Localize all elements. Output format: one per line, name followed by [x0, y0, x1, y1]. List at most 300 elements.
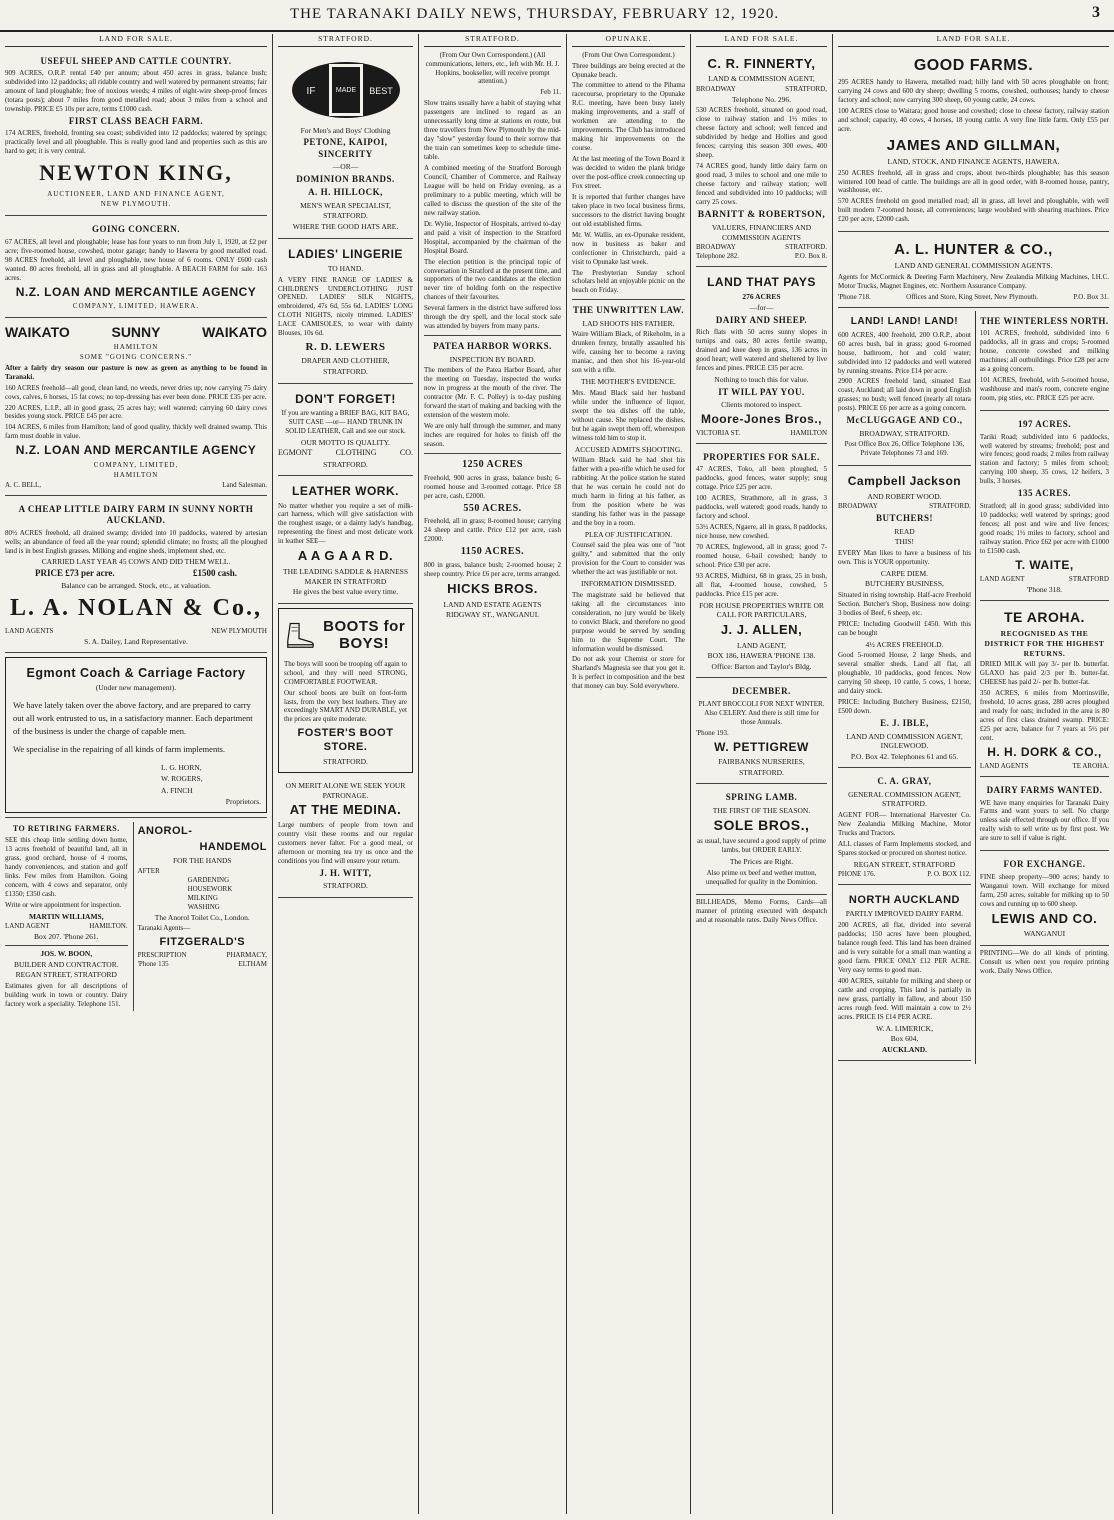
carpe: CARPE DIEM.: [880, 568, 928, 578]
agent-name: C. A. GRAY,: [877, 776, 932, 787]
ad-text: Situated in rising township. Half-acre Freehold Section. Butcher's Shop, Business now doing: 3 bodies of Beef, 6 sheep, etc.: [838, 591, 971, 617]
carried-line: CARRIED LAST YEAR 45 COWS AND DID THEM WELL.: [41, 557, 231, 567]
freehold: 4½ ACRES FREEHOLD.: [865, 639, 944, 649]
listing-570: 570 ACRES freehold on good metalled road; all in grass, all level and ploughable, with well built modern 7-roomed house, all conveniences; large woolshed with shearing machines. Price £20 per acre, £2000 cash.: [838, 197, 1109, 224]
egmont-mid: CLOTHING: [335, 448, 377, 458]
gray-row: [838, 870, 971, 879]
camp-row: [838, 502, 971, 511]
price: PRICE £73 per acre.: [35, 568, 115, 579]
ad-title: LAND THAT PAYS: [707, 275, 816, 290]
news-para: Dr. Wylie, Inspector of Hospitals, arrived to-day and paid a visit of inspection to the Stratford Hospital, accompanied by the chairman of the Hospital Board.: [424, 219, 561, 255]
waite-left: LAND AGENT: [979, 574, 1025, 583]
ad-title: 197 ACRES.: [1017, 419, 1071, 430]
unwritten-law-article: [572, 299, 685, 691]
ad-text: AGENT FOR— International Harvester Co. New Zealandia Milking Machine, Motor Trucks and Tractors.: [838, 811, 971, 837]
section-head: THE MOTHER'S EVIDENCE.: [581, 377, 676, 387]
balance-line: Balance can be arranged. Stock, etc., at valuation.: [61, 580, 211, 590]
nolan-row: [5, 627, 267, 636]
ad-hunter: [838, 235, 1109, 308]
acres-title: 1250 ACRES: [462, 458, 523, 470]
or: —OR—: [332, 162, 359, 172]
news-date: Feb 11.: [540, 88, 561, 97]
news-para: It is reported that further changes have taken place in two local business firms, successors to the district having bought out old established firms.: [572, 192, 685, 228]
anorol-item: GARDENING: [187, 875, 230, 884]
agent-line: LAND AND COMMISSION AGENT, INGLEWOOD.: [846, 731, 963, 751]
allen-call: FOR HOUSE PROPERTIES WRITE OR CALL FOR PARTICULARS,: [699, 600, 824, 620]
ad-title: LEATHER WORK.: [292, 484, 399, 499]
agent-name: Moore-Jones Bros.,: [700, 411, 823, 426]
ad-title: AT THE MEDINA.: [289, 802, 402, 818]
ad-north-auckland: [838, 888, 971, 1061]
column-header: OPUNAKE.: [572, 34, 685, 47]
ad-title: THE WINTERLESS NORTH.: [980, 315, 1109, 326]
listing: 70 ACRES, Inglewood, all in grass; good 7-roomed house, 6-bail cowshed; handy to school. Price £30 per acre.: [696, 543, 827, 569]
ad-text: Rich flats with 50 acres sunny slopes in turnips and oats, 80 acres fertile swamp, drained and knee deep in grass, 136 acres in good heart; well watered and sheltered by live fences and pines. PRICE £35 per acre.: [696, 328, 827, 372]
ad-title: NORTH AUCKLAND: [848, 894, 960, 907]
nothing: Nothing to touch this for value.: [714, 374, 809, 384]
ad-sole-bros: [696, 787, 827, 894]
martin-right: HAMILTON.: [89, 922, 128, 931]
news-para: The magistrate said he believed that taking all the circumstances into consideration, no jury would be likely to convict Black, and therefore no good purpose would be served by sending him to the Supreme Court. The information would be dismissed.: [572, 590, 685, 653]
egmont-right: CO.: [399, 448, 413, 458]
ad-text: EVERY Man likes to have a business of his own. This is YOUR opportunity.: [838, 548, 971, 566]
ad-title: 135 ACRES.: [1017, 488, 1071, 499]
agency-name: N.Z. LOAN AND MERCANTILE AGENCY: [15, 284, 257, 299]
stratford-made-logo: [291, 60, 401, 120]
ad-text: 174 ACRES, freehold, fronting sea coast; subdivided into 12 paddocks; watered by springs; practically level and all ploughable. This is really good land and properties such as this are hard to get; it is very central.: [5, 129, 267, 156]
hillock-line: MEN'S WEAR SPECIALIST,: [300, 200, 391, 210]
hicks-town: RIDGWAY ST., WANGANUI.: [445, 610, 540, 620]
agent-name: SOLE BROS.,: [713, 817, 810, 834]
waikato-banner: [5, 324, 267, 342]
ad-title: GOOD FARMS.: [913, 56, 1034, 74]
listing-295: 295 ACRES handy to Hawera, metalled road; hilly land with 50 acres ploughable on front; carrying 24 cows and 600 dry sheep; dwelling 5 rooms, cowshed, outhouses; handy to cheese factory and school; now carrying 300 sheep, 60 young cattle, 24 cows.: [838, 78, 1109, 104]
proprietors-label: Proprietors.: [225, 796, 261, 806]
fitz-row2: [138, 960, 267, 969]
ad-campbell-jackson: [838, 469, 971, 768]
section-head: INFORMATION DISMISSED.: [580, 579, 676, 589]
proprietor-name: L. G. HORN,: [161, 763, 202, 773]
two-column-block: [838, 311, 1109, 1064]
ad-dairy-wanted: [980, 780, 1109, 851]
waite-row: [980, 575, 1109, 584]
fitz-row: [138, 951, 267, 960]
masthead: [0, 0, 1114, 32]
ad-north-auckland-dairy: [5, 499, 267, 654]
agent-name: T. WAITE,: [1015, 557, 1074, 572]
ad-dont-forget: [278, 387, 413, 477]
pay: IT WILL PAY YOU.: [718, 386, 805, 397]
ad-boots: [278, 608, 413, 773]
acres: 276 ACRES: [742, 292, 781, 302]
ad-anorol: [133, 822, 267, 1011]
anorol-title: ANOROL-: [137, 825, 193, 838]
phone: 'Phone 718.: [838, 292, 871, 301]
agent-name: H. H. DORK & CO.,: [987, 744, 1102, 759]
ad-land-that-pays: [696, 270, 827, 444]
ad-text: PRICE: Including Butchery Business, £2150, £500 down.: [838, 698, 971, 716]
agent-name: Campbell Jackson: [847, 474, 962, 489]
article-sub: LAD SHOOTS HIS FATHER.: [582, 318, 675, 328]
ad-lingerie: [278, 242, 413, 384]
ad-land-land: [838, 311, 971, 466]
ad-useful-sheep: [5, 51, 267, 217]
ad-text: Tariki Road; subdivided into 6 paddocks, well watered by streams; freehold; post and wire fences; good roads; 2 miles from railway station and factory; 5 miles from school; carrying 100 sheep, 35 cows, 12 heifers, 3 bulls, 3 horses.: [979, 432, 1109, 486]
dork-row: [980, 762, 1109, 771]
listing: 53½ ACRES, Ngaere, all in grass, 8 paddocks, nice house, new cowshed.: [696, 523, 827, 541]
anorol-after: AFTER: [137, 866, 160, 875]
waite-right: STRATFORD: [1068, 574, 1109, 583]
ad-pettigrew: [696, 681, 827, 784]
this: THIS!: [894, 537, 915, 547]
allen-box: BOX 186, HAWERA 'PHONE 138.: [707, 651, 816, 661]
ad-title: DON'T FORGET!: [295, 391, 396, 406]
column-header: LAND FOR SALE.: [5, 34, 267, 47]
ad-text: PRICE: Including Goodwill £450. With this can be bought: [838, 619, 971, 637]
ad-going-concern: [5, 219, 267, 318]
town: STRATFORD.: [929, 502, 971, 511]
ad-title: DECEMBER.: [732, 686, 791, 697]
anorol-co: The Anorol Toilet Co., London.: [154, 913, 250, 923]
nolan-right: NEW PLYMOUTH: [211, 626, 267, 635]
egmont-clothing: [278, 448, 413, 458]
section-head: PLEA OF JUSTIFICATION.: [584, 529, 673, 539]
office: Offices and Store, King Street, New Plymouth.: [906, 292, 1039, 301]
hillock-town: STRATFORD.: [323, 211, 368, 221]
ad-text: WE have many enquiries for Taranaki Dairy Farms and want yours to sell. No charge unless sale effected through our office. If you really wish to sell write us by first post. We are sure to sell if value is right.: [979, 798, 1109, 843]
agent-contacts: Post Office Box 26, Office Telephone 136, Private Telephones 73 and 169.: [844, 440, 965, 458]
agent-contact: A. C. BELL,: [5, 480, 41, 489]
ad-retiring-farmers: [5, 822, 128, 1011]
agent-line: LAND AGENT,: [736, 640, 787, 650]
boots-title: BOOTS for BOYS!: [323, 618, 406, 652]
acres-text: Freehold, all in grass; 8-roomed house; carrying 24 sheep and cattle. Price £12 per acre, cash £2000.: [424, 517, 561, 544]
cash: £1500 cash.: [192, 568, 237, 579]
fitz-left: PRESCRIPTION: [137, 950, 187, 959]
ad-title: Egmont Coach & Carriage Factory: [26, 666, 246, 681]
ad-text: Good 5-roomed House, 2 large Sheds, and several smaller sheds. Land all flat, all ploughable, 10 paddocks, good fences. Now carrying 50 sheep, 10 cattle, 5 cows, 1 horse, and dairy stock.: [838, 651, 971, 696]
waikato-town: HAMILTON: [113, 342, 159, 351]
column-header: LAND FOR SALE.: [696, 34, 827, 47]
waikato-sub: SOME "GOING CONCERNS.": [79, 352, 193, 361]
ad-title: LADIES' LINGERIE: [288, 246, 403, 261]
phone: Telephone No. 296.: [731, 94, 792, 104]
ad-title: USEFUL SHEEP AND CATTLE COUNTRY.: [40, 55, 232, 66]
ad-sub: TO HAND.: [327, 263, 364, 273]
column-header: LAND FOR SALE.: [838, 34, 1109, 47]
listing-101b: 101 ACRES, freehold, with 5-roomed house, washhouse and man's room, concrete engine room, pig sties, etc. PRICE £25 per acre.: [979, 376, 1109, 403]
ad-sub: PARTLY IMPROVED DAIRY FARM.: [845, 909, 964, 919]
agent-line: LAND AND GENERAL COMMISSION AGENTS.: [894, 261, 1053, 271]
clients: Clients motored to inspect.: [721, 400, 802, 410]
agent-line: LAND, STOCK, AND FINANCE AGENTS, HAWERA.: [887, 156, 1060, 166]
nolan-left: LAND AGENTS: [5, 626, 54, 635]
for: —for—: [749, 303, 774, 313]
news-para: Three buildings are being erected at the Opunake beach.: [572, 61, 685, 79]
proprietor-list: [161, 762, 261, 807]
hicks-line: LAND AND ESTATE AGENTS: [443, 599, 542, 609]
ad-text: Our school boots are built on foot-form lasts, from the very best leathers. They are exceedingly SMART AND DURABLE, yet the prices are quite moderate.: [284, 688, 407, 724]
ad-title: SPRING LAMB.: [725, 792, 798, 803]
anorol-list: [188, 876, 267, 912]
ad-title: GOING CONCERN.: [91, 224, 180, 235]
ad-boon: [5, 945, 128, 1009]
egmont-town: STRATFORD.: [323, 459, 368, 469]
builder-line: BUILDER AND CONTRACTOR.: [13, 959, 119, 969]
agent-line: FAIRBANKS NURSERIES,: [718, 757, 805, 767]
ad-waite: [980, 414, 1109, 601]
box: P.O. Box 8.: [794, 252, 827, 261]
column-6: [838, 311, 975, 1064]
news-para: At the last meeting of the Town Board it was decided to widen the plank bridge over the post-office creek connecting up Fox street.: [572, 155, 685, 190]
street: BROADWAY: [696, 84, 736, 93]
listing-74: 74 ACRES good, handy little dairy farm on good road, 3 miles to school and one mile to cheese factory and railway station; well fenced and subdivided into 10 paddocks; will carry 25 cows.: [696, 162, 827, 206]
listing-2900: 2900 ACRES freehold land, situated East coast, Auckland; all laid down in good English grasses; no bush; well fenced (nearly all totara posts). PRICE £6 per acre as a going concern.: [838, 377, 971, 413]
dork-right: TE AROHA.: [1072, 762, 1109, 771]
news-para: We are only half through the summer, and many inches are required for holes to finish off the season.: [424, 422, 561, 448]
listing-530: 530 ACRES freehold, situated on good road, close to railway station and 1½ miles to cheese factory and school; well fenced and subdivided by hedge and Hollies and good fences; carrying this season 300 ewes, 400 sheep.: [696, 106, 827, 160]
witt-name: J. H. WITT,: [319, 867, 372, 878]
boot-icon: [284, 614, 315, 658]
agent-town: STRATFORD.: [739, 767, 784, 777]
agent-line: AUCTIONEER, LAND AND FINANCE AGENT,: [47, 190, 225, 199]
svg-text:IF: IF: [306, 85, 315, 97]
ad-text: Stratford; all in good grass; subdivided into 10 paddocks; well watered by springs; good fences; all post and wire and live fences; good roads; 1½ miles to factory, school and railway station. Price £62 per acre with £1000 to £1500 cash.: [979, 501, 1109, 555]
agent-name: E. J. IBLE,: [880, 718, 929, 729]
ad-text: Large numbers of people from town and country visit these rooms and our regular customers never falter. For a good meal, or afternoon or morning tea try us once and the conditions you find will ensure your return.: [278, 820, 413, 865]
ad-title: FOR EXCHANGE.: [1003, 859, 1086, 870]
anorol-sub: HANDEMOL: [199, 841, 267, 854]
agent-name: MARTIN WILLIAMS,: [28, 911, 104, 921]
agent-name: W. A. LIMERICK,: [875, 1023, 933, 1033]
street: BROADWAY: [696, 243, 736, 252]
phone: 'Phone 318.: [1026, 584, 1063, 594]
agent-line: VALUERS, FINANCIERS AND COMMISSION AGENTS: [711, 223, 812, 242]
agent-name: C. R. FINNERTY,: [707, 55, 816, 71]
acres-text: Freehold, 900 acres in grass, balance bush; 6-roomed house and 3-roomed cottage. Price £8 per acre, cash, £2000.: [424, 473, 561, 500]
town: HAMILTON: [790, 428, 827, 437]
ad-sub: DAIRY AND SHEEP.: [715, 314, 808, 325]
section-head: ACCUSED ADMITS SHOOTING.: [574, 444, 683, 454]
finnerty-row: [696, 85, 827, 94]
agent-line: LAND & COMMISSION AGENT,: [708, 74, 815, 84]
anorol-item: WASHING: [187, 903, 220, 911]
agent-line: GENERAL COMMISSION AGENT, STRATFORD.: [848, 789, 961, 809]
anorol-agent: Taranaki Agents—: [137, 923, 191, 932]
ad-text: 350 ACRES, 6 miles from Morrinsville, freehold, 10 acres grass, 280 acres ploughed and ready for oats; included in the area is 80 acres of first class drained swamp. PRICE: £25 per acre, balance for 7 years at 5½ per cent.: [979, 688, 1109, 742]
agency-contacts: [5, 481, 267, 490]
agent-street: REGAN STREET, STRATFORD: [853, 859, 956, 869]
listing-600: 600 ACRES, 400 freehold, 200 O.R.P., about 60 acres bush, bal in grass; good 6-roomed house, bathroom, hot and cold water; subdivided into 12 paddocks and well watered by running streams. Price £14 per acre.: [838, 330, 971, 375]
news-para: Counsel said the plea was one of "not guilty," and submitted that the only provision for the Court to consider was whether the act was justifiable or not.: [572, 541, 685, 577]
ad-sub: RECOGNISED AS THE DISTRICT FOR THE HIGHEST RETURNS.: [984, 629, 1105, 658]
phone: PHONE 176.: [838, 870, 876, 879]
aagaard-tag: He gives the best value every time.: [292, 587, 399, 597]
column-header: STRATFORD.: [424, 34, 561, 47]
column-header: STRATFORD.: [278, 34, 413, 47]
patea-article: [424, 335, 561, 449]
proprietor-name: A. FINCH: [161, 785, 193, 795]
ad-text: The boys will soon be trooping off again to school, and they will need STRONG, COMFORTABLE FOOTWEAR.: [284, 659, 407, 686]
agent-name: J. J. ALLEN,: [720, 621, 803, 637]
street: VICTORIA ST.: [696, 428, 741, 437]
hillock-name: A. H. HILLOCK,: [308, 187, 383, 198]
listing-220: 220 ACRES, L.I.P., all in good grass, 25 acres hay; well watered; carrying 60 dairy cows besides young stock. PRICE £45 per acre.: [5, 403, 267, 421]
column-land-for-sale-3: [832, 34, 1114, 1514]
agent-town: NEW PLYMOUTH.: [100, 200, 172, 209]
ad-exchange: [980, 854, 1109, 946]
agency-name: N.Z. LOAN AND MERCANTILE AGENCY: [15, 443, 257, 458]
ad-text: FINE sheep property—900 acres; handy to Wanganui town. Will exchange for mixed farm, 250 acres, suitable for milking up to 50 cows and running up to 600 sheep.: [979, 872, 1109, 908]
proprietor-name: W. ROGERS,: [161, 774, 203, 784]
ad-sub: THE FIRST OF THE SEASON.: [712, 805, 811, 815]
boots-banner: [284, 614, 407, 658]
agent-street: BROADWAY, STRATFORD.: [859, 428, 950, 438]
news-para: The election petition is the principal topic of conversation in Stratford at the present time, and supporters of the two candidates at the election never tire of holding forth on the respective chances of their favourites.: [424, 257, 561, 302]
ad-text: Write or wire appointment for inspection.: [5, 900, 122, 909]
lewers-town: STRATFORD.: [323, 366, 368, 376]
barnitt-row2: [696, 252, 827, 261]
news-intro: (From Our Own Correspondent.): [582, 50, 675, 59]
clothing-line: For Men's and Boys' Clothing: [300, 125, 391, 135]
agent-box: Box 604,: [890, 1034, 919, 1044]
foster-town: STRATFORD.: [323, 756, 368, 766]
ad-text: 67 ACRES, all level and ploughable; lease has four years to run from July 1, 1920, at £2 per acre; five-roomed house, cowshed, motor garage; handy to Hawera by good metalled road. 98 ACRES freehold, all level and ploughable, new house of 6 rooms. ONLY £600 cash wanted. 80 acres freehold, all in grass and all ploughable. A BEACH FARM for sale. 163 acres.: [5, 237, 267, 282]
agent-name: BARNITT & ROBERTSON,: [697, 209, 826, 220]
agent-name: LEWIS AND CO.: [991, 910, 1098, 926]
martin-row: [5, 922, 128, 931]
street: BROADWAY: [838, 502, 878, 511]
ad-text: DRIED MILK will pay 3/- per lb. butterfat. GLAXO has paid 2/3 per lb. butter-fat. CHEESE has paid 2/- per lb. butter-fat.: [979, 660, 1109, 687]
news-para: The committee to attend to the Pihama racecourse, proprietary to the Opunake R.C. meeting, have been busy lately making improvements, and a staff of workmen are attending to the improvements. The Club has introduced making hir improvements on the course.: [572, 81, 685, 153]
ad-title: FIRST CLASS BEACH FARM.: [68, 115, 204, 126]
read: READ: [894, 526, 915, 536]
motto: OUR MOTTO IS QUALITY.: [301, 437, 390, 447]
anorol-item: MILKING: [187, 893, 218, 902]
listing-100: 100 ACRES close to Waitara; good house and cowshed; close to cheese factory, railway station and school; capacity, 40 cows, 4 horses, 18 young cattle. A very fine little farm. Only £55 per acre.: [838, 106, 1109, 133]
listing-250: 250 ACRES freehold, all in grass and crops, about two-thirds ploughable; has this season wintered 100 head of cattle. The buildings are all in good order, with 8-roomed house, pantry, washhouse, etc.: [838, 168, 1109, 195]
agency-sub: COMPANY, LIMITED, HAWERA.: [72, 301, 200, 310]
news-para: Several farmers in the district have suffered loss through the dry spell, and the local stock sale was attended by buyers from many parts.: [424, 304, 561, 331]
agency-sub: COMPANY, LIMITED,: [93, 460, 179, 469]
ad-egmont-coach: [5, 657, 267, 813]
witt-town: STRATFORD.: [323, 881, 368, 891]
listing-160: 160 ACRES freehold—all good, clean land, no weeds, never dries up; now carrying 75 dairy cows, calves, 6 horses, 15 fat cows; no top-dressing has ever been done. PRICE £35 per acre.: [5, 383, 267, 401]
ad-medina: [278, 777, 413, 898]
agent-box: P.O. Box 42. Telephones 61 and 65.: [850, 751, 959, 761]
news-para: The Presbyterian Sunday school scholars held an enjoyable picnic on the beach on Friday.: [572, 268, 685, 295]
news-para: Waire William Black, of Rikeholm, in a drunken frenzy, brutally assaulted his wife, causing her to become a raving maniac, and then shot his 16-year-old son with a rifle.: [572, 330, 685, 375]
martin-left: LAND AGENT: [5, 922, 50, 931]
allen-office: Office: Barton and Taylor's Bldg.: [711, 661, 812, 671]
waikato-mid: SUNNY: [111, 323, 161, 340]
ad-text: If you are wanting a BRIEF BAG, KIT BAG, SUIT CASE —or— HAND TRUNK IN SOLID LEATHER, Call and see our stock.: [281, 408, 410, 435]
article-sub: INSPECTION BY BOARD.: [449, 354, 536, 364]
waikato-right: WAIKATO: [202, 323, 267, 340]
dominion: DOMINION BRANDS.: [296, 173, 395, 184]
ad-gray: [838, 771, 971, 885]
barnitt-row: [696, 243, 827, 252]
ad-title: TO RETIRING FARMERS.: [12, 824, 120, 834]
agent-name: JAMES AND GILLMAN,: [886, 136, 1061, 154]
newspaper-title: THE TARANAKI DAILY NEWS, THURSDAY, FEBRUARY 12, 1920.: [290, 6, 780, 22]
agent-name: NEWTON KING,: [39, 160, 233, 186]
ad-waikato: [5, 321, 267, 496]
hicks-name: HICKS BROS.: [447, 580, 538, 596]
builder-name: JOS. W. BOON,: [40, 949, 93, 959]
ad-hillock: [278, 51, 413, 239]
acres-text: 800 in grass, balance bush; 2-roomed house; 2 sheep country. Price £6 per acre, terms arranged.: [424, 560, 561, 578]
listing-104: 104 ACRES, 6 miles from Hamilton; land of good quality, thickly well drained swamp. This farm must double in value.: [5, 423, 267, 441]
martin-box: Box 207. 'Phone 261.: [34, 932, 99, 942]
waikato-left: WAIKATO: [5, 323, 70, 340]
news-para: Slow trains usually have a habit of staying what passengers are inclined to regard as an unnecessarily long time at stations en route, but three travellers from New Plymouth by the mid-day "slow" yesterday found to their sorrow that the train can sometimes keep to schedule time-table.: [424, 99, 561, 162]
ad-properties: [696, 447, 827, 678]
column-land-for-sale-1: [0, 34, 272, 1514]
anorol-item: HOUSEWORK: [187, 884, 233, 893]
ad-subtitle: (Under new management).: [95, 683, 177, 693]
ad-text: No matter whether you require a set of milk-cart harness, which will give satisfaction with the roughest usage, or a dainty lady's handbag, representing the finest and most delicate work in leather SEE—: [278, 501, 413, 546]
svg-text:MADE: MADE: [335, 86, 356, 94]
page-number: 3: [1092, 4, 1100, 21]
brands: PETONE, KAIPOI, SINCERITY: [303, 137, 388, 159]
ad-text: A VERY FINE RANGE OF LADIES' & CHILDREN'S UNDERCLOTHING JUST OPENED. LADIES' SILK NIGHTS, embroidered, 47s 6d, 55s 6d. LADIES' LONG CLOTH NIGHTS, nicely trimmed. LADIES' LACE CAMISOLES, to wear with dainty Blouses, 10s 6d.: [278, 275, 413, 338]
column-land-for-sale-2: [690, 34, 832, 1514]
agent-line: AND ROBERT WOOD.: [867, 491, 942, 501]
svg-text:BEST: BEST: [368, 85, 393, 96]
moore-row: [696, 429, 827, 438]
agent-name: A. L. HUNTER & CO.,: [894, 241, 1053, 259]
ad-text: PLANT BROCCOLI FOR NEXT WINTER. Also CELERY. And there is still time for those Annuals.: [698, 699, 825, 726]
agent-name: L. A. NOLAN & Co.,: [9, 595, 262, 622]
builder-text: Estimates given for all descriptions of building work in town or country. Dairy factory work a speciality. Telephone 151.: [5, 981, 128, 1008]
phone: 'Phone 193.: [696, 728, 729, 737]
ad-title: DAIRY FARMS WANTED.: [986, 785, 1103, 796]
prices: The Prices are Right.: [729, 857, 794, 867]
listing-400: 400 ACRES, suitable for milking and sheep or cattle and cropping. This land is partially in new grass, partially in fallow, and about 150 acres rough feed. Will maintain a cow to 2½ acres. PRICE IS £14 PER ACRE.: [838, 976, 971, 1021]
box: P. O. BOX 112.: [927, 870, 971, 879]
agent-name: McCLUGGAGE AND CO.,: [846, 415, 963, 426]
ad-text: SEE this cheap little settling down home, 13 acres freehold of beautiful land, all in grass, good orchard, house of 4 rooms, handy conveniences, and station and golf links. Few miles from Hamilton. Going concern, with 4 cows and separator, only £1350; £350 cash.: [5, 836, 128, 898]
box: P.O. Box 31.: [1073, 292, 1109, 301]
ad-text: Also prime ox beef and wether mutton, unequalled for quality in the Dominion.: [705, 868, 818, 886]
fitz-right: PHARMACY,: [226, 950, 267, 959]
listing: 93 ACRES, Midhirst, 68 in grass, 25 in bush, all flat, 4-roomed house, cowshed, 5 paddocks. Price £15 per acre.: [696, 571, 827, 598]
egmont-left: EGMONT: [278, 448, 313, 458]
listing: 47 ACRES, Toko, all been ploughed, 5 paddocks, good fences, water supply; snug cottage. Price £25 per acre.: [696, 465, 827, 492]
ad-text: as usual, have secured a good supply of prime lambs, but ORDER EARLY.: [697, 837, 826, 855]
news-para: Do not ask your Chemist or store for Sharland's Magnesia see that you get it. It is perfect in composition and the best that money can buy. Sold everywhere.: [572, 655, 685, 691]
lewers-line: DRAPER AND CLOTHIER,: [301, 356, 390, 366]
article-title: PATEA HARBOR WORKS.: [433, 341, 552, 352]
acres-title: 1150 ACRES.: [460, 546, 525, 558]
ad-text: Agents for McCormick & Deering Farm Machinery, New Zealandia Milking Machines, I.H.C. Motor Trucks, Magnet Engines, etc. Northern Assurance Company.: [838, 273, 1109, 291]
ad-title: TE AROHA.: [1003, 609, 1085, 626]
medina-lead: ON MERIT ALONE WE SEEK YOUR PATRONAGE.: [285, 781, 406, 800]
ad-te-aroha: [980, 604, 1109, 777]
agency-town: HAMILTON: [113, 470, 159, 479]
listing-101a: 101 ACRES, freehold, subdivided into 6 paddocks, all in grass and crops; 5-roomed house, concrete cowshed and milking machines; all outbuildings. Price £28 per acre as a going concern.: [979, 329, 1109, 374]
ad-text: 909 ACRES, O.R.P. rental £40 per annum; about 450 acres in grass, balance bush; subdivided into 12 paddocks; all ridable country and well watered by permanent streams; fair amount of land ploughable; free of noxious weeds; 4 miles of eight-wire sheep-proof fences (totara posts); about 7 miles from good metalled road; about 3 miles from a school and township. PRICE £5 10s per acre, terms £1000 cash.: [5, 69, 267, 113]
billheads-ad: BILLHEADS, Memo Forms, Cards—all manner of printing executed with despatch and at reasonable rates. Daily News Office.: [696, 897, 827, 924]
nolan-rep: S. A. Dailey, Land Representative.: [84, 636, 188, 646]
price-row: [5, 568, 267, 580]
ad-text: 80½ ACRES freehold, all drained swamp; divided into 10 paddocks, watered by artesian wells; an abundance of feed all the year round; splendid climate; no frosts; all the ploughed land is in best English grasses. Milking and engine sheds, implement shed, etc.: [5, 528, 267, 555]
listing: 100 ACRES, Strathmore, all in grass, 3 paddocks, well watered; good roads, handy to factory and school.: [696, 494, 827, 521]
lewers-name: R. D. LEWERS: [305, 341, 386, 354]
anorol-for: FOR THE HANDS: [172, 856, 232, 866]
ad-winterless-north: [980, 311, 1109, 411]
